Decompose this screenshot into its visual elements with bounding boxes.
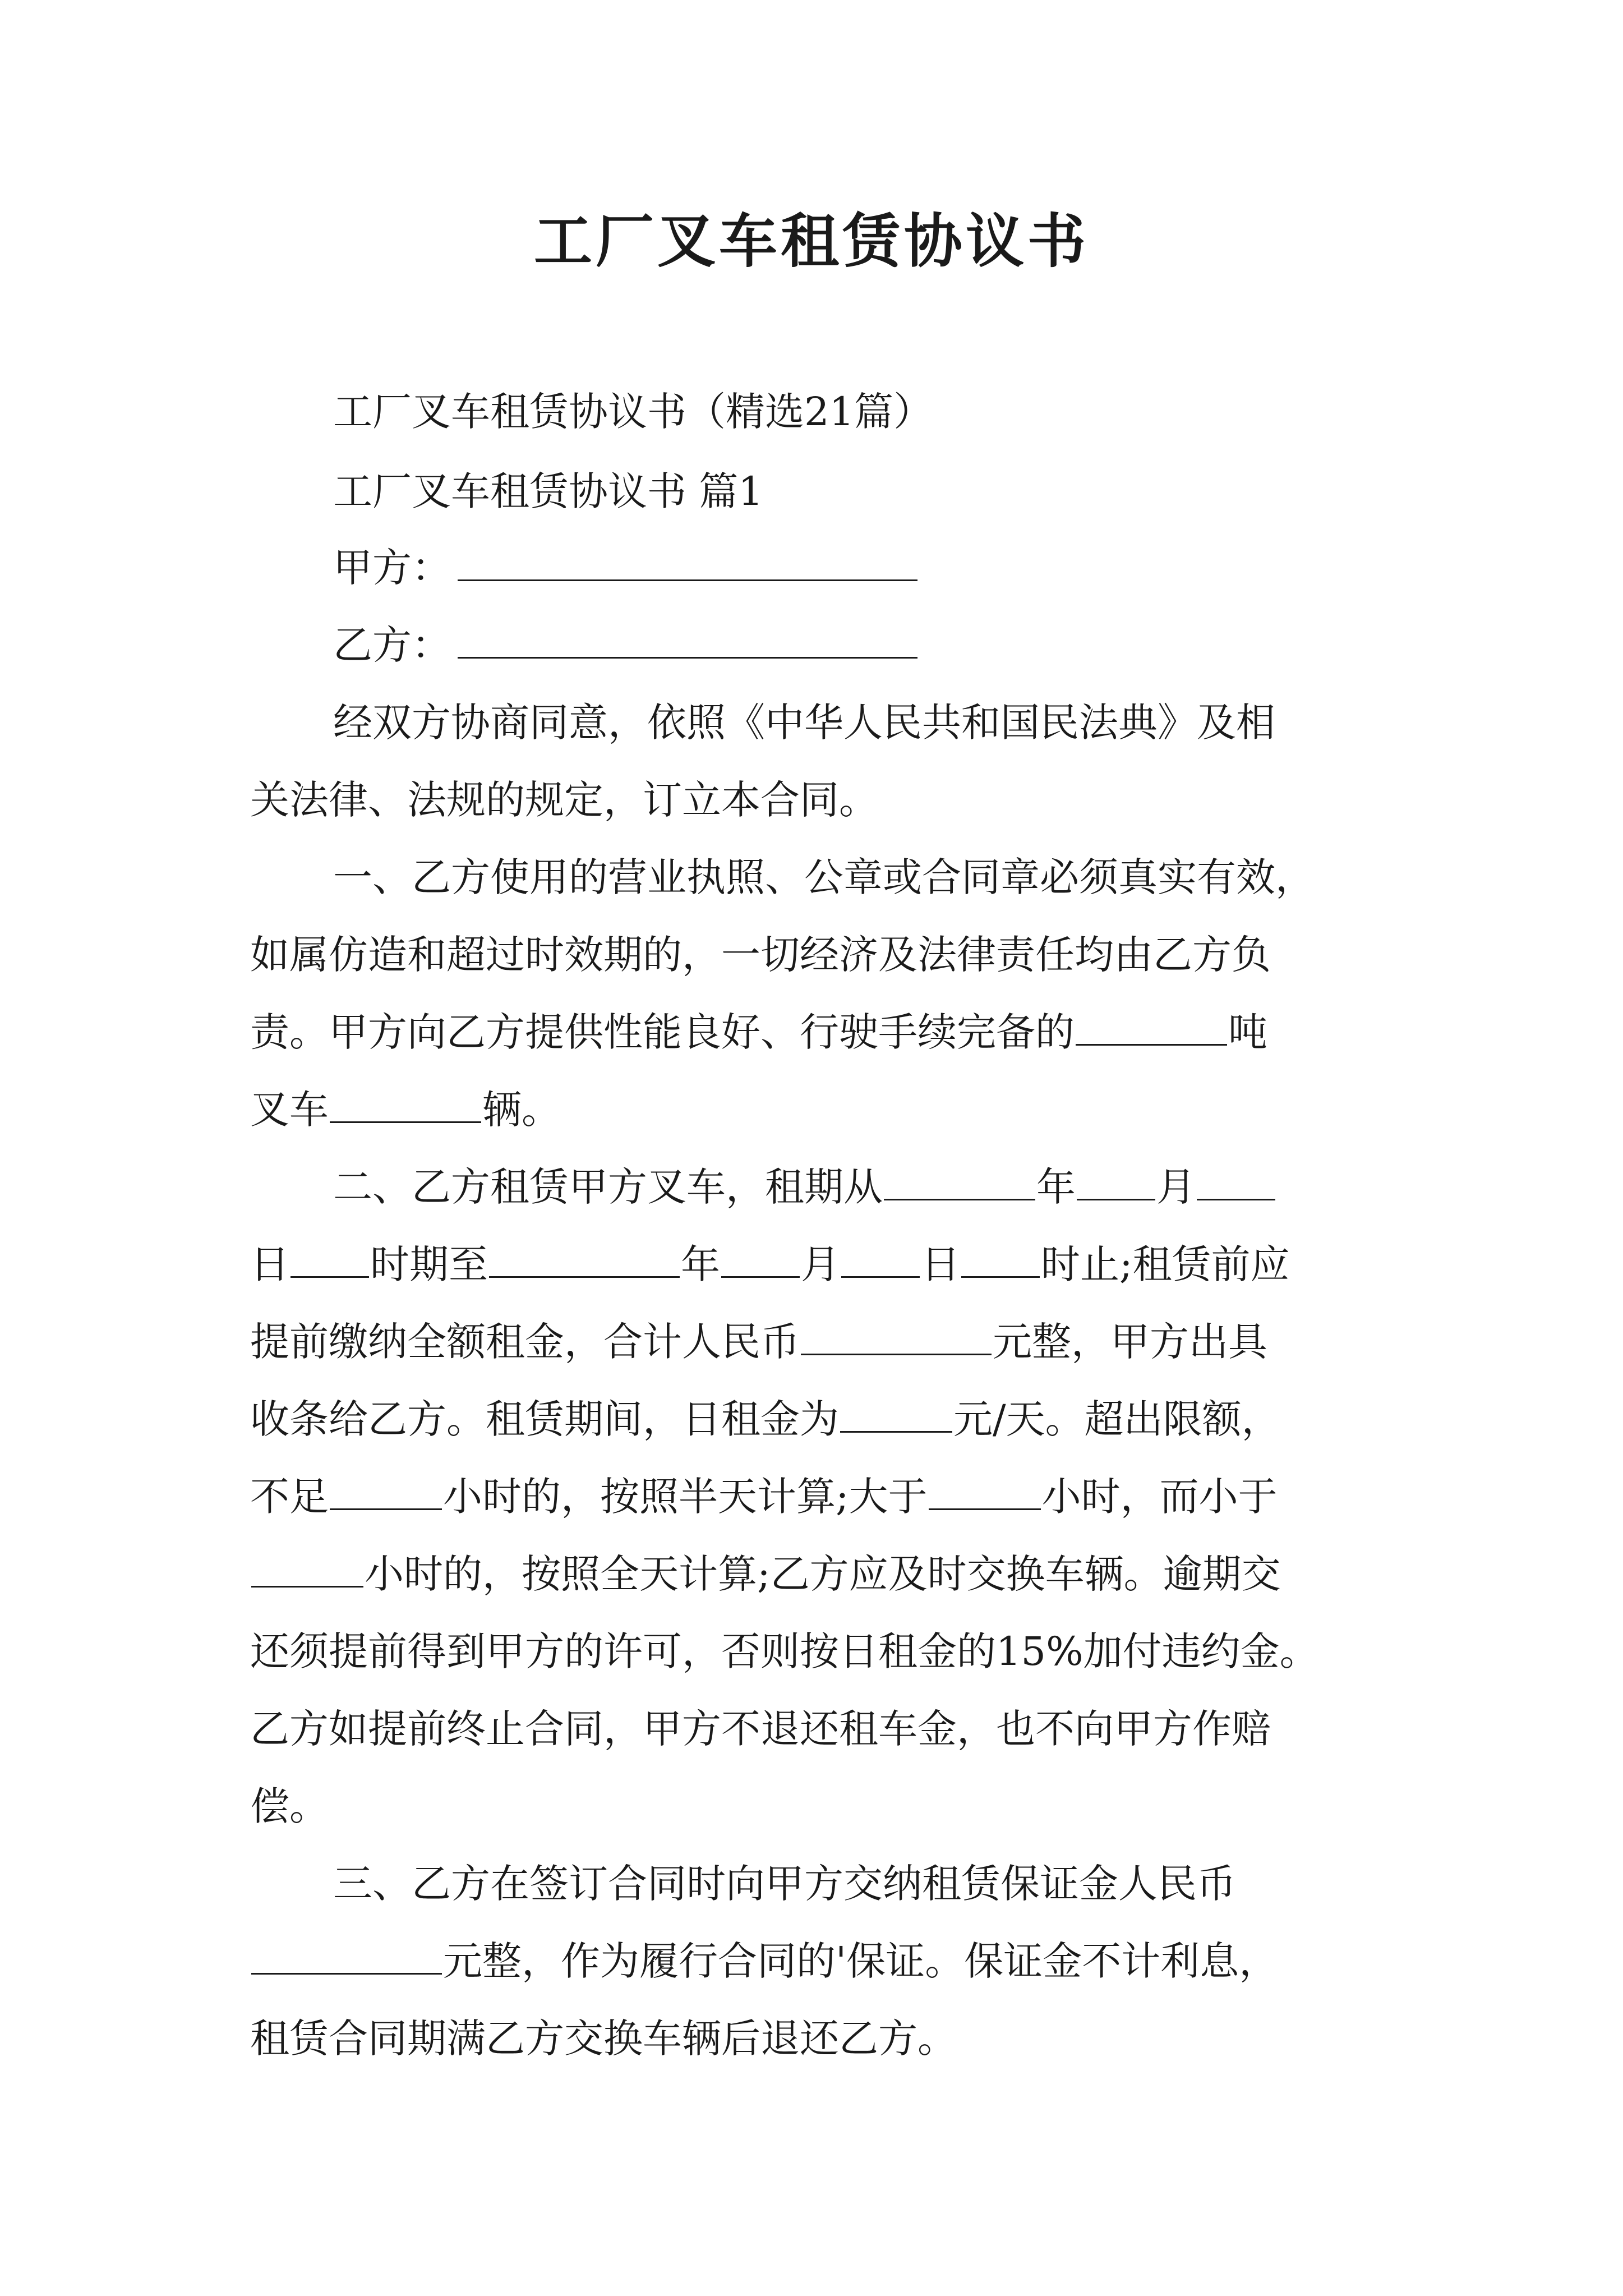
end-text: 时止;租赁前应 <box>1041 1241 1290 1287</box>
month-label: 月 <box>801 1241 840 1287</box>
clause2-line-8: 乙方如提前终止合同，甲方不退还租车金，也不向甲方作赔 <box>250 1706 1271 1752</box>
daily-rent-text: 收条给乙方。租赁期间，日租金为 <box>250 1396 839 1442</box>
party-b-line <box>333 617 917 673</box>
year-label: 年 <box>1036 1164 1076 1210</box>
clause3-line-3: 租赁合同期满乙方交换车辆后退还乙方。 <box>250 2016 957 2062</box>
min-hours-blank <box>929 1508 1041 1510</box>
day-label: 日 <box>250 1241 289 1287</box>
daily-rent-blank <box>840 1431 952 1433</box>
ton-unit: 吨 <box>1228 1009 1267 1055</box>
end-month-blank <box>721 1276 800 1278</box>
clause1-line-2: 如属仿造和超过时效期的，一切经济及法律责任均由乙方负 <box>250 932 1271 978</box>
max-hours-blank <box>251 1586 363 1588</box>
party-b-label: 乙方： <box>333 622 451 668</box>
clause2-line-6 <box>250 1546 1281 1602</box>
vehicle-count-blank <box>330 1121 481 1123</box>
clause2-line-7: 还须提前得到甲方的许可，否则按日租金的15%加付违约金。 <box>250 1628 1319 1674</box>
total-rent-text: 提前缴纳全额租金，合计人民币 <box>250 1319 800 1365</box>
total-rent-unit: 元整，甲方出具 <box>993 1319 1267 1365</box>
clause2-line-9: 偿。 <box>250 1783 329 1829</box>
subtitle: 工厂叉车租赁协议书（精选21篇） <box>333 389 933 435</box>
party-a-line <box>333 540 917 596</box>
half-day-hours-blank <box>330 1508 442 1510</box>
clause1-line-1: 一、乙方使用的营业执照、公章或合同章必须真实有效， <box>333 854 1315 900</box>
end-hour-blank <box>961 1276 1040 1278</box>
clause2-line-2 <box>250 1236 1290 1292</box>
total-rent-blank <box>801 1354 992 1355</box>
clause1-line-3 <box>250 1004 1267 1060</box>
day-label: 日 <box>921 1241 960 1287</box>
vehicle-unit: 辆。 <box>482 1087 561 1133</box>
party-b-blank <box>458 657 917 659</box>
start-day-blank <box>1197 1199 1275 1200</box>
clause3-line-1: 三、乙方在签订合同时向甲方交纳租赁保证金人民币 <box>333 1861 1236 1907</box>
year-label: 年 <box>681 1241 720 1287</box>
section-heading: 工厂叉车租赁协议书 篇1 <box>333 468 763 514</box>
until-label: 时期至 <box>370 1241 488 1287</box>
less-than-label: 不足 <box>250 1474 329 1520</box>
clause3-line-2 <box>250 1933 1278 1989</box>
clause2-line-4 <box>250 1391 1281 1447</box>
clause1-line-3-text: 责。甲方向乙方提供性能良好、行驶手续完备的 <box>250 1009 1075 1055</box>
clause2-line-5 <box>250 1469 1278 1525</box>
party-a-label: 甲方： <box>333 545 451 591</box>
start-year-blank <box>884 1199 1035 1200</box>
clause2-line-1 <box>333 1159 1276 1215</box>
start-hour-blank <box>291 1276 369 1278</box>
end-year-blank <box>489 1276 680 1278</box>
deposit-text: 元整，作为履行合同的'保证。保证金不计利息， <box>443 1938 1279 1984</box>
document-title: 工厂叉车租赁协议书 <box>533 206 1089 275</box>
deposit-blank <box>251 1973 442 1975</box>
intro-line-2: 关法律、法规的规定，订立本合同。 <box>250 777 878 823</box>
intro-line-1: 经双方协商同意，依照《中华人民共和国民法典》及相 <box>333 700 1275 746</box>
party-a-blank <box>458 579 917 581</box>
end-day-blank <box>841 1276 920 1278</box>
clause2-line-3 <box>250 1314 1267 1370</box>
half-day-text: 小时的，按照半天计算;大于 <box>443 1474 928 1520</box>
clause2-line-1-text: 二、乙方租赁甲方叉车，租期从 <box>333 1164 883 1210</box>
tonnage-blank <box>1076 1044 1227 1046</box>
daily-rent-unit: 元/天。超出限额， <box>953 1396 1281 1442</box>
month-label: 月 <box>1156 1164 1196 1210</box>
full-day-text: 小时的，按照全天计算;乙方应及时交换车辆。逾期交 <box>365 1551 1281 1597</box>
hours-text: 小时，而小于 <box>1041 1474 1278 1520</box>
start-month-blank <box>1077 1199 1155 1200</box>
forklift-label: 叉车 <box>250 1087 329 1133</box>
clause1-line-4 <box>250 1082 561 1138</box>
